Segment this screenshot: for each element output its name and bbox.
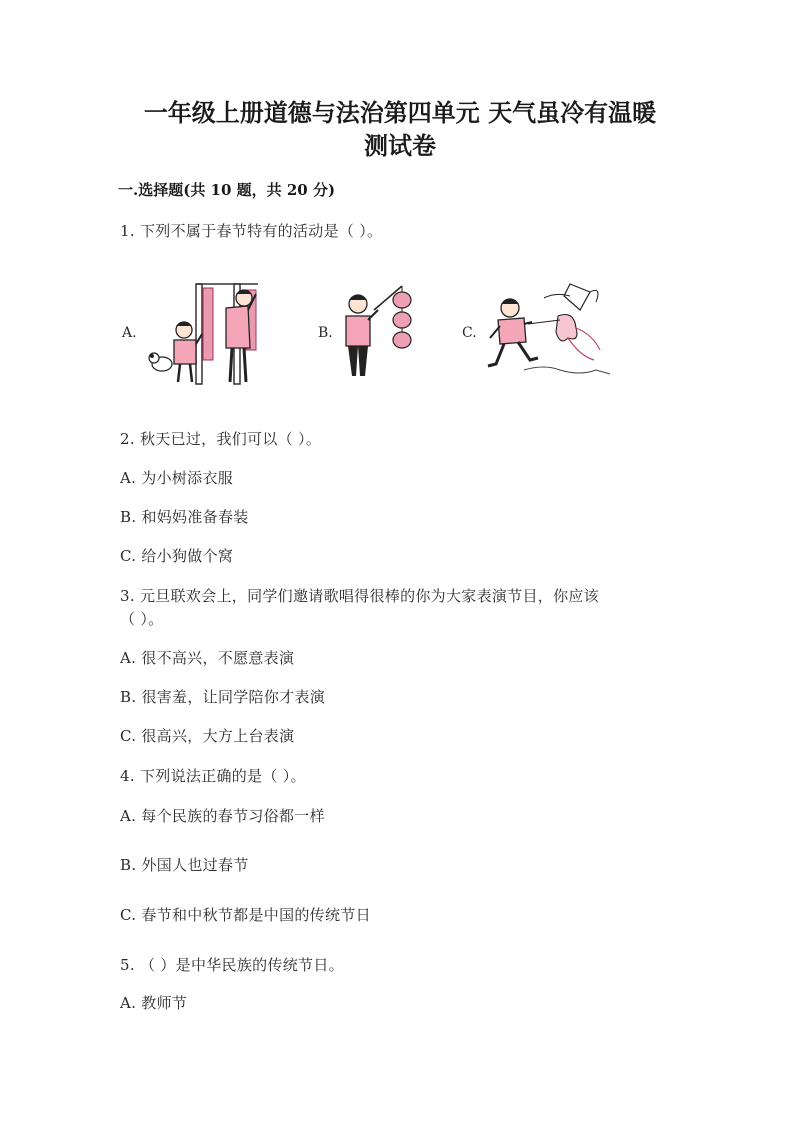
q3-option-b: B. 很害羞，让同学陪你才表演 bbox=[120, 688, 326, 706]
question-3-stem: 3. 元旦联欢会上，同学们邀请歌唱得很棒的你为大家表演节目，你应该 bbox=[120, 587, 599, 605]
q1-option-c-kite-illustration bbox=[484, 280, 614, 380]
page-title-line-1: 一年级上册道德与法治第四单元 天气虽冷有温暖 bbox=[143, 98, 657, 127]
q2-option-c: C. 给小狗做个窝 bbox=[120, 547, 234, 565]
q4-option-b: B. 外国人也过春节 bbox=[120, 856, 249, 874]
page-title-line-2: 测试卷 bbox=[364, 131, 436, 160]
q4-option-c: C. 春节和中秋节都是中国的传统节日 bbox=[120, 906, 371, 924]
question-1-stem: 1. 下列不属于春节特有的活动是（ ）。 bbox=[120, 222, 383, 240]
q3-option-a: A. 很不高兴，不愿意表演 bbox=[120, 649, 295, 667]
q1-option-a-label: A. bbox=[122, 325, 137, 341]
section-heading: 一.选择题(共 10 题，共 20 分) bbox=[118, 181, 336, 199]
q1-option-c-label: C. bbox=[462, 325, 477, 341]
q4-option-a: A. 每个民族的春节习俗都一样 bbox=[120, 807, 325, 825]
q1-option-a-couplet-illustration bbox=[146, 278, 271, 386]
question-2-stem: 2. 秋天已过，我们可以（ ）。 bbox=[120, 430, 322, 448]
question-5-stem: 5. （ ）是中华民族的传统节日。 bbox=[120, 956, 344, 974]
q3-option-c: C. 很高兴，大方上台表演 bbox=[120, 727, 295, 745]
q2-option-a: A. 为小树添衣服 bbox=[120, 469, 234, 487]
q1-option-b-lantern-illustration bbox=[338, 280, 428, 382]
q1-option-b-label: B. bbox=[318, 325, 333, 341]
question-3-stem-continued: （ ）。 bbox=[120, 610, 164, 628]
question-4-stem: 4. 下列说法正确的是（ ）。 bbox=[120, 767, 306, 785]
q2-option-b: B. 和妈妈准备春装 bbox=[120, 508, 249, 526]
q5-option-a: A. 教师节 bbox=[120, 994, 188, 1012]
